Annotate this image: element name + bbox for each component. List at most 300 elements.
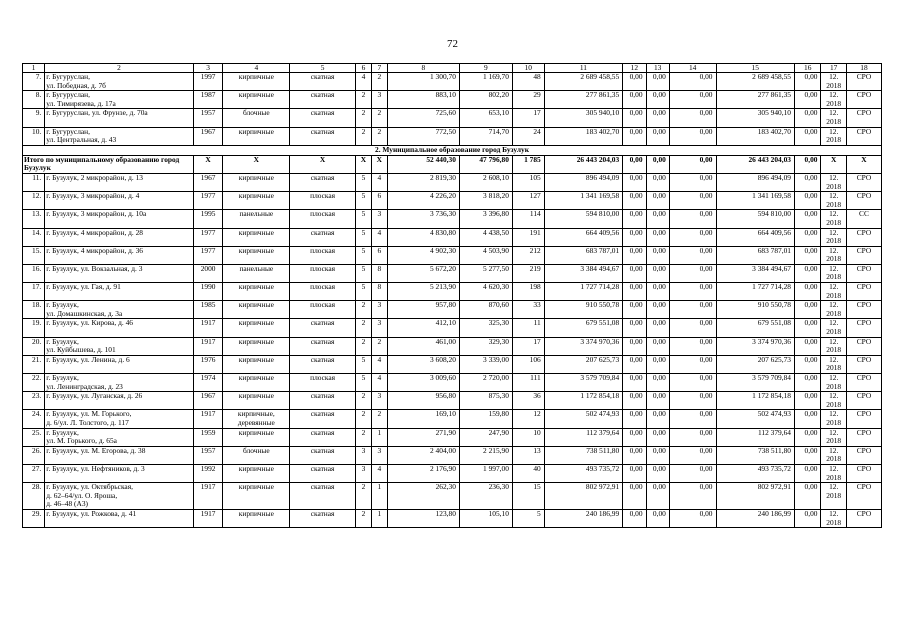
address-line: г. Бугуруслан, <box>46 127 90 136</box>
wall-material: кирпичные <box>223 509 290 527</box>
page-number: 72 <box>447 38 458 50</box>
specific-cost: 0,00 <box>794 301 821 319</box>
deadline-line: 12. <box>829 446 839 455</box>
living-area: 802,20 <box>459 91 512 109</box>
deadline-line: 12. <box>829 108 839 118</box>
total-x-mark: X <box>846 155 881 173</box>
residents: 29 <box>512 91 544 109</box>
deadline-line: 12. <box>829 355 839 364</box>
total-cost: 910 550,78 <box>544 301 622 319</box>
fund-method: СРО <box>846 109 881 127</box>
total-row <box>23 155 882 173</box>
total-area: 2 819,30 <box>387 173 459 191</box>
total-area: 5 672,20 <box>387 264 459 282</box>
fund-method: СРО <box>846 91 881 109</box>
fund-regional: 0,00 <box>646 446 669 464</box>
fund-owners: 679 551,08 <box>716 319 794 337</box>
wall-material: панельные <box>223 210 290 228</box>
living-area: 3 396,80 <box>459 210 512 228</box>
address <box>45 483 193 510</box>
wall-material: кирпичные <box>223 301 290 319</box>
residents: 12 <box>512 410 544 428</box>
fund-regional: 0,00 <box>646 374 669 392</box>
deadline-line: 12. <box>829 482 839 492</box>
address <box>45 283 193 301</box>
deadline-line: 2018 <box>826 272 842 282</box>
deadline <box>821 246 846 264</box>
fund-owners: 664 409,56 <box>716 228 794 246</box>
fund-local: 0,00 <box>669 337 716 355</box>
fund-local: 0,00 <box>669 91 716 109</box>
fund-method: СРО <box>846 264 881 282</box>
fund-local: 0,00 <box>669 319 716 337</box>
entrances: 2 <box>371 73 387 91</box>
deadline-line: 12. <box>829 72 839 81</box>
entrances: 3 <box>371 446 387 464</box>
floors: 2 <box>355 109 371 127</box>
column-number: 6 <box>355 64 371 73</box>
column-number: 9 <box>459 64 512 73</box>
floors: 5 <box>355 246 371 264</box>
fund-method: СРО <box>846 283 881 301</box>
deadline-line: 2018 <box>826 98 842 108</box>
total-area: 883,10 <box>387 91 459 109</box>
row-number: 26. <box>23 446 45 464</box>
entrances: 1 <box>371 509 387 527</box>
address-line: г. Бугуруслан, ул. Фрунзе, д. 70а <box>46 108 148 118</box>
address <box>45 392 193 410</box>
specific-cost: 0,00 <box>794 109 821 127</box>
fund-local: 0,00 <box>669 374 716 392</box>
year-built: 1967 <box>193 392 223 410</box>
fund-owners: 240 186,99 <box>716 509 794 527</box>
year-built: 1995 <box>193 210 223 228</box>
column-number: 5 <box>290 64 356 73</box>
table-row <box>23 228 882 246</box>
specific-cost: 0,00 <box>794 464 821 482</box>
total-area: 169,10 <box>387 410 459 428</box>
fund-regional: 0,00 <box>646 246 669 264</box>
living-area: 2 608,10 <box>459 173 512 191</box>
address-line: г. Бузулук, ул. М. Горького, <box>46 409 132 419</box>
deadline <box>821 127 846 145</box>
floors: 5 <box>355 228 371 246</box>
fund-local: 0,00 <box>669 301 716 319</box>
year-built: 1967 <box>193 173 223 191</box>
floors: 2 <box>355 509 371 527</box>
entrances: 1 <box>371 428 387 446</box>
floors: 4 <box>355 73 371 91</box>
address-line: г. Бузулук, ул. М. Егорова, д. 38 <box>46 446 146 455</box>
address <box>45 374 193 392</box>
deadline-line: 2018 <box>826 417 842 427</box>
living-area: 3 818,20 <box>459 192 512 210</box>
residents: 15 <box>512 483 544 510</box>
deadline <box>821 283 846 301</box>
deadline-line: 12. <box>829 409 839 419</box>
living-area: 4 438,50 <box>459 228 512 246</box>
residents: 24 <box>512 127 544 145</box>
living-area: 105,10 <box>459 509 512 527</box>
total-cost: 802 972,91 <box>544 483 622 510</box>
deadline <box>821 192 846 210</box>
fund-owners: 910 550,78 <box>716 301 794 319</box>
wall-material: кирпичные <box>223 173 290 191</box>
total-cost: 683 787,01 <box>544 246 622 264</box>
entrances: 1 <box>371 483 387 510</box>
fund-regional: 0,00 <box>646 228 669 246</box>
row-number: 21. <box>23 355 45 373</box>
entrances: 6 <box>371 192 387 210</box>
total-cost: 738 511,80 <box>544 446 622 464</box>
fund-regional: 0,00 <box>646 73 669 91</box>
deadline-line: 2018 <box>826 116 842 126</box>
year-built: 1917 <box>193 410 223 428</box>
address-line: г. Бузулук, ул. Вокзальная, д. 3 <box>46 264 143 273</box>
floors: 5 <box>355 173 371 191</box>
total-cost: 183 402,70 <box>544 127 622 145</box>
fund-local: 0,00 <box>669 410 716 428</box>
row-number: 27. <box>23 464 45 482</box>
address <box>45 210 193 228</box>
residents: 36 <box>512 392 544 410</box>
address <box>45 91 193 109</box>
fund-regional: 0,00 <box>646 355 669 373</box>
year-built: 1977 <box>193 246 223 264</box>
specific-cost: 0,00 <box>794 228 821 246</box>
address-line: г. Бузулук, ул. Кирова, д. 46 <box>46 318 133 328</box>
address <box>45 109 193 127</box>
fund-owners: 305 940,10 <box>716 109 794 127</box>
roof-type: скатная <box>290 173 356 191</box>
table-row <box>23 428 882 446</box>
floors: 5 <box>355 374 371 392</box>
roof-type: плоская <box>290 283 356 301</box>
wall-material: кирпичные <box>223 283 290 301</box>
specific-cost: 0,00 <box>794 173 821 191</box>
entrances: 4 <box>371 355 387 373</box>
total-area: 412,10 <box>387 319 459 337</box>
row-number: 7. <box>23 73 45 91</box>
entrances: 6 <box>371 246 387 264</box>
address <box>45 355 193 373</box>
total-cost: 1 172 854,18 <box>544 392 622 410</box>
fund-owners: 1 172 854,18 <box>716 392 794 410</box>
deadline-line: 2018 <box>826 399 842 409</box>
section-row <box>23 145 882 155</box>
address-line: г. Бузулук, 3 микрорайон, д. 4 <box>46 191 140 201</box>
total-area: 3 608,20 <box>387 355 459 373</box>
column-number: 7 <box>371 64 387 73</box>
residents: 11 <box>512 319 544 337</box>
floors: 2 <box>355 301 371 319</box>
residents: 127 <box>512 192 544 210</box>
fund-federal: 0,00 <box>623 446 646 464</box>
wall-material: кирпичные <box>223 127 290 145</box>
floors: 2 <box>355 337 371 355</box>
fund-regional: 0,00 <box>646 392 669 410</box>
deadline <box>821 173 846 191</box>
deadline <box>821 228 846 246</box>
deadline-line: 2018 <box>826 472 842 482</box>
wall-material: кирпичные <box>223 337 290 355</box>
deadline <box>821 73 846 91</box>
deadline-line: 2018 <box>826 436 842 446</box>
fund-regional: 0,00 <box>646 283 669 301</box>
living-area: 329,30 <box>459 337 512 355</box>
fund-method: СРО <box>846 355 881 373</box>
fund-federal: 0,00 <box>623 109 646 127</box>
column-number: 2 <box>45 64 193 73</box>
wall-material: кирпичные <box>223 464 290 482</box>
year-built: 1917 <box>193 319 223 337</box>
floors: 5 <box>355 192 371 210</box>
row-number: 9. <box>23 109 45 127</box>
living-area: 5 277,50 <box>459 264 512 282</box>
fund-local: 0,00 <box>669 127 716 145</box>
fund-federal: 0,00 <box>623 374 646 392</box>
fund-federal: 0,00 <box>623 392 646 410</box>
address-line: ул. Домашкинская, д. 3а <box>46 308 123 318</box>
total-cost: 502 474,93 <box>544 410 622 428</box>
fund-federal: 0,00 <box>623 127 646 145</box>
fund-method: СРО <box>846 446 881 464</box>
table-row <box>23 483 882 510</box>
address-line: г. Бузулук, 4 микрорайон, д. 36 <box>46 246 143 255</box>
specific-cost: 0,00 <box>794 428 821 446</box>
year-built: 1977 <box>193 192 223 210</box>
total-area: 772,50 <box>387 127 459 145</box>
residents: 106 <box>512 355 544 373</box>
address <box>45 319 193 337</box>
entrances: 2 <box>371 337 387 355</box>
fund-local: 0,00 <box>669 428 716 446</box>
table-body <box>23 64 882 528</box>
floors: 5 <box>355 264 371 282</box>
fund-regional: 0,00 <box>646 337 669 355</box>
deadline-line: 12. <box>829 90 839 100</box>
fund-local: 0,00 <box>669 246 716 264</box>
living-area: 2 720,00 <box>459 374 512 392</box>
fund-owners: 112 379,64 <box>716 428 794 446</box>
roof-type: скатная <box>290 127 356 145</box>
specific-cost: 0,00 <box>794 283 821 301</box>
total-x-mark: X <box>355 155 371 173</box>
deadline <box>821 428 846 446</box>
fund-local: 0,00 <box>669 464 716 482</box>
table-row <box>23 355 882 373</box>
total-x-mark: X <box>223 155 290 173</box>
row-number: 17. <box>23 283 45 301</box>
roof-type: скатная <box>290 319 356 337</box>
deadline <box>821 319 846 337</box>
specific-cost: 0,00 <box>794 192 821 210</box>
fund-local: 0,00 <box>669 109 716 127</box>
fund-local: 0,00 <box>669 173 716 191</box>
table-row <box>23 246 882 264</box>
total-cost: 3 374 970,36 <box>544 337 622 355</box>
fund-local: 0,00 <box>669 283 716 301</box>
table-row <box>23 109 882 127</box>
fund-method: СРО <box>846 301 881 319</box>
entrances: 4 <box>371 228 387 246</box>
entrances: 3 <box>371 91 387 109</box>
specific-cost: 0,00 <box>794 91 821 109</box>
fund-owners: 683 787,01 <box>716 246 794 264</box>
fund-federal: 0,00 <box>623 283 646 301</box>
deadline-line: 12. <box>829 191 839 201</box>
address-line: ул. М. Горького, д. 65а <box>46 436 117 446</box>
address <box>45 173 193 191</box>
section-title: 2. Муниципальное образование город Бузулук <box>23 145 882 155</box>
address <box>45 228 193 246</box>
floors: 3 <box>355 464 371 482</box>
deadline-line: 12. <box>829 264 839 273</box>
roof-type: скатная <box>290 410 356 428</box>
fund-local: 0,00 <box>669 483 716 510</box>
deadline-line: 2018 <box>826 327 842 337</box>
roof-type: плоская <box>290 264 356 282</box>
total-x-mark: X <box>821 155 846 173</box>
row-number: 19. <box>23 319 45 337</box>
total-area: 4 902,30 <box>387 246 459 264</box>
roof-type: плоская <box>290 246 356 264</box>
specific-cost: 0,00 <box>794 246 821 264</box>
table-row <box>23 283 882 301</box>
fund-regional: 0,00 <box>646 301 669 319</box>
residents: 17 <box>512 337 544 355</box>
specific-cost: 0,00 <box>794 374 821 392</box>
living-area: 2 215,90 <box>459 446 512 464</box>
wall-material: кирпичные <box>223 319 290 337</box>
address-line: д. 6/ул. Л. Толстого, д. 117 <box>46 417 129 427</box>
fund-regional: 0,00 <box>646 109 669 127</box>
fund-owners: 277 861,35 <box>716 91 794 109</box>
total-area: 2 404,00 <box>387 446 459 464</box>
total-cost: 277 861,35 <box>544 91 622 109</box>
living-area: 325,30 <box>459 319 512 337</box>
address-line: г. Бузулук, ул. Октябрьская, <box>46 482 133 492</box>
deadline-line: 2018 <box>826 381 842 391</box>
fund-federal: 0,00 <box>623 509 646 527</box>
table-row <box>23 392 882 410</box>
fund-method: СРО <box>846 410 881 428</box>
deadline <box>821 464 846 482</box>
fund-owners: 3 384 494,67 <box>716 264 794 282</box>
roof-type: плоская <box>290 301 356 319</box>
total-area: 123,80 <box>387 509 459 527</box>
deadline-line: 12. <box>829 464 839 473</box>
entrances: 2 <box>371 410 387 428</box>
address <box>45 464 193 482</box>
fund-method: СРО <box>846 73 881 91</box>
living-area: 714,70 <box>459 127 512 145</box>
deadline-line: 12. <box>829 509 839 518</box>
deadline <box>821 210 846 228</box>
deadline-line: 2018 <box>826 517 842 527</box>
year-built: 1987 <box>193 91 223 109</box>
year-built: 1967 <box>193 127 223 145</box>
fund-regional: 0,00 <box>646 509 669 527</box>
fund-regional: 0,00 <box>646 127 669 145</box>
address-line: г. Бузулук, ул. Луганская, д. 26 <box>46 391 143 401</box>
row-number: 11. <box>23 173 45 191</box>
specific-cost: 0,00 <box>794 210 821 228</box>
entrances: 8 <box>371 264 387 282</box>
address <box>45 192 193 210</box>
wall-material: кирпичные <box>223 374 290 392</box>
total-cost: 896 494,09 <box>544 173 622 191</box>
wall-material: кирпичные <box>223 428 290 446</box>
address-line: г. Бузулук, 4 микрорайон, д. 28 <box>46 228 143 237</box>
roof-type: скатная <box>290 228 356 246</box>
year-built: 1917 <box>193 509 223 527</box>
fund-federal: 0,00 <box>623 464 646 482</box>
floors: 5 <box>355 355 371 373</box>
table-row <box>23 73 882 91</box>
fund-owners: 896 494,09 <box>716 173 794 191</box>
fund-local: 0,00 <box>669 73 716 91</box>
address <box>45 127 193 145</box>
address-line: д. 46–48 (А3) <box>46 499 89 509</box>
fund-federal: 0,00 <box>623 228 646 246</box>
year-built: 1959 <box>193 428 223 446</box>
address-line: г. Бузулук, <box>46 300 79 310</box>
fund-regional: 0,00 <box>646 173 669 191</box>
fund-owners: 1 727 714,28 <box>716 283 794 301</box>
residents: 17 <box>512 109 544 127</box>
fund-federal: 0,00 <box>623 173 646 191</box>
living-area: 1 169,70 <box>459 73 512 91</box>
table-row <box>23 464 882 482</box>
address <box>45 509 193 527</box>
fund-regional: 0,00 <box>646 319 669 337</box>
deadline <box>821 483 846 510</box>
fund-regional: 0,00 <box>646 464 669 482</box>
fund-owners: 3 374 970,36 <box>716 337 794 355</box>
fund-federal: 0,00 <box>623 91 646 109</box>
total-area: 1 300,70 <box>387 73 459 91</box>
specific-cost: 0,00 <box>794 73 821 91</box>
total-cost: 2 689 458,55 <box>544 73 622 91</box>
total-cost: 664 409,56 <box>544 228 622 246</box>
roof-type: скатная <box>290 483 356 510</box>
row-number: 22. <box>23 374 45 392</box>
deadline-line: 2018 <box>826 290 842 300</box>
address <box>45 73 193 91</box>
deadline <box>821 355 846 373</box>
fund-owners: 802 972,91 <box>716 483 794 510</box>
entrances: 3 <box>371 392 387 410</box>
deadline-line: 2018 <box>826 236 842 246</box>
year-built: 1990 <box>193 283 223 301</box>
deadline-line: 2018 <box>826 80 842 90</box>
fund-method: СРО <box>846 127 881 145</box>
floors: 2 <box>355 410 371 428</box>
fund-federal: 0,00 <box>623 319 646 337</box>
living-area: 653,10 <box>459 109 512 127</box>
total-fund-federal: 0,00 <box>623 155 646 173</box>
deadline-line: 12. <box>829 391 839 401</box>
deadline-line: 12. <box>829 173 839 182</box>
residents: 191 <box>512 228 544 246</box>
wall-material: кирпичные <box>223 228 290 246</box>
year-built: 1992 <box>193 464 223 482</box>
fund-owners: 493 735,72 <box>716 464 794 482</box>
total-x-mark: X <box>290 155 356 173</box>
specific-cost: 0,00 <box>794 509 821 527</box>
fund-method: СС <box>846 210 881 228</box>
